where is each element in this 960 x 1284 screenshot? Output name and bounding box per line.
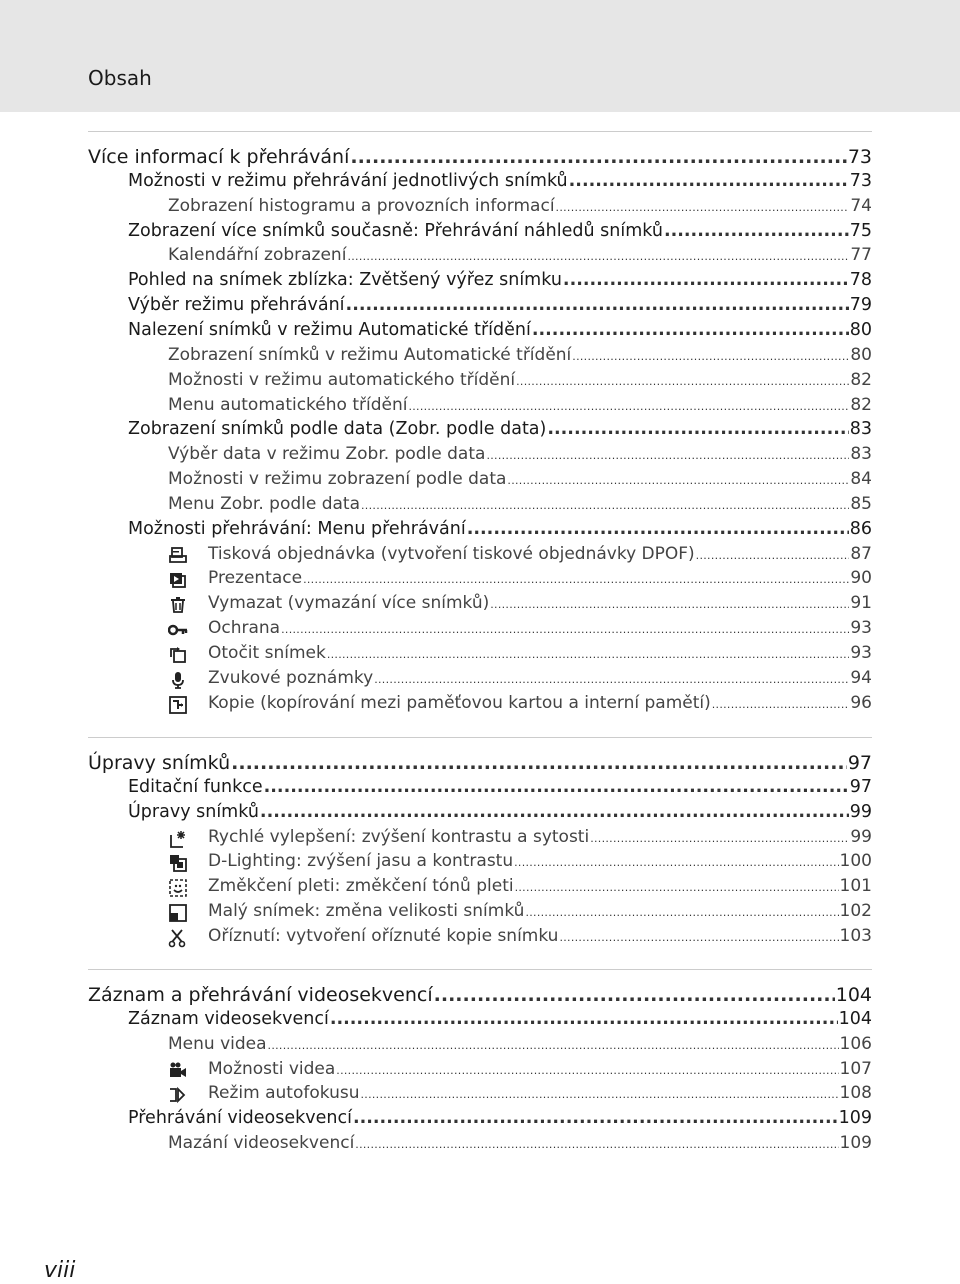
leader-dots: [590, 832, 849, 845]
slideshow-icon: [168, 570, 188, 590]
leader-dots: [556, 201, 850, 214]
toc-entry-page: 99: [849, 801, 872, 822]
microphone-icon: [168, 670, 188, 690]
toc-entry-page: 93: [850, 618, 872, 639]
toc-entry-page: 82: [850, 369, 872, 390]
rotate-icon: [168, 645, 188, 665]
toc-entry-title: Zobrazení snímků v režimu Automatické třídění: [168, 344, 572, 365]
toc-entry[interactable]: [128, 171, 872, 195]
copy-icon: [168, 695, 188, 715]
toc-entry[interactable]: [168, 395, 872, 419]
toc-entry[interactable]: [168, 544, 872, 568]
leader-dots: [268, 1039, 839, 1052]
toc-entry-title: Možnosti v režimu přehrávání jednotlivých snímků: [128, 170, 568, 191]
toc-entry-title: Úpravy snímků: [88, 752, 231, 774]
leader-dots: [361, 499, 849, 512]
toc-entry-page: 79: [849, 295, 872, 316]
toc-entry[interactable]: [168, 851, 872, 875]
toc-entry[interactable]: [168, 469, 872, 493]
leader-dots: [712, 698, 850, 711]
toc-entry[interactable]: [128, 419, 872, 443]
toc-entry-title: Rychlé vylepšení: zvýšení kontrastu a sytosti: [208, 826, 590, 847]
toc-entry-page: 90: [850, 568, 872, 589]
toc-entry-page: 103: [839, 925, 872, 946]
leader-dots: [507, 474, 849, 487]
toc-entry[interactable]: [168, 1034, 872, 1058]
toc-entry-title: Změkčení pleti: změkčení tónů pleti: [208, 876, 514, 897]
toc-entry-title: Výběr režimu přehrávání: [128, 295, 345, 316]
leader-dots: [563, 270, 849, 290]
autofocus-mode-icon: [168, 1085, 188, 1105]
leader-dots: [696, 549, 850, 562]
toc-entry-page: 100: [839, 851, 872, 872]
leader-dots: [434, 984, 835, 1006]
toc-entry-title: Editační funkce: [128, 776, 263, 797]
toc-entry-title: Možnosti přehrávání: Menu přehrávání: [128, 518, 466, 539]
toc-entry-title: Oříznutí: vytvoření oříznuté kopie snímku: [208, 925, 559, 946]
toc-entry[interactable]: [128, 221, 872, 245]
toc-entry-title: Záznam videosekvencí: [128, 1008, 329, 1029]
toc-entry-title: D-Lighting: zvýšení jasu a kontrastu: [208, 851, 514, 872]
toc-entry-page: 83: [850, 444, 872, 465]
leader-dots: [355, 1138, 838, 1151]
toc-entry-page: 73: [847, 146, 872, 168]
leader-dots: [525, 906, 838, 919]
toc-entry-page: 109: [839, 1133, 872, 1154]
crop-icon: [168, 928, 188, 948]
toc-entry[interactable]: [88, 146, 872, 170]
leader-dots: [467, 519, 849, 539]
toc-entry-title: Ochrana: [208, 618, 281, 639]
toc-entry[interactable]: [168, 827, 872, 851]
toc-entry[interactable]: [88, 752, 872, 776]
leader-dots: [260, 802, 849, 822]
toc-entry-title: Tisková objednávka (vytvoření tiskové objednávky DPOF): [208, 543, 695, 564]
leader-dots: [516, 375, 849, 388]
toc-entry-title: Možnosti v režimu automatického třídění: [168, 369, 516, 390]
leader-dots: [346, 295, 849, 315]
leader-dots: [327, 648, 850, 661]
leader-dots: [532, 320, 849, 340]
toc-entry-title: Možnosti videa: [208, 1058, 336, 1079]
toc-entry[interactable]: [128, 519, 872, 543]
movie-camera-icon: [168, 1061, 188, 1081]
toc-entry-page: 77: [850, 245, 872, 266]
leader-dots: [408, 400, 849, 413]
toc-entry-page: 101: [839, 876, 872, 897]
toc-entry-title: Přehrávání videosekvencí: [128, 1108, 352, 1129]
toc-entry-title: Úpravy snímků: [128, 801, 259, 822]
toc-entry-title: Otočit snímek: [208, 643, 326, 663]
toc-entry[interactable]: [128, 295, 872, 319]
toc-entry-page: 84: [850, 469, 872, 490]
toc-entry[interactable]: [88, 984, 872, 1008]
toc-entry[interactable]: [168, 693, 872, 717]
leader-dots: [350, 146, 846, 168]
toc-entry-title: Menu videa: [168, 1033, 267, 1054]
leader-dots: [547, 419, 848, 439]
toc-entry-page: 93: [850, 643, 872, 663]
toc-entry-title: Výběr data v režimu Zobr. podle data: [168, 444, 486, 465]
toc-entry-page: 83: [849, 419, 872, 440]
toc-entry-title: Kopie (kopírování mezi paměťovou kartou a interní pamětí): [208, 692, 711, 713]
leader-dots: [303, 573, 849, 586]
toc-entry-page: 102: [839, 901, 872, 922]
key-icon: [168, 620, 188, 640]
toc-entry-page: 80: [849, 319, 872, 340]
toc-entry-title: Kalendářní zobrazení: [168, 245, 347, 266]
trash-icon: [168, 595, 188, 615]
toc-entry[interactable]: [168, 568, 872, 592]
toc-entry-title: Nalezení snímků v režimu Automatické třídění: [128, 319, 531, 340]
leader-dots: [330, 1009, 838, 1029]
toc-entry[interactable]: [168, 668, 872, 692]
toc-entry-page: 87: [850, 543, 872, 564]
toc-entry[interactable]: [128, 270, 872, 294]
leader-dots: [281, 623, 849, 636]
quick-retouch-icon: [168, 829, 188, 849]
toc-entry-title: Zobrazení více snímků současně: Přehrávání náhledů snímků: [128, 220, 663, 241]
leader-dots: [353, 1108, 838, 1128]
toc-entry[interactable]: [168, 444, 872, 468]
print-order-icon: [168, 546, 188, 566]
toc-entry[interactable]: [128, 802, 872, 826]
toc-entry-page: 73: [849, 170, 872, 191]
toc-entry[interactable]: [168, 370, 872, 394]
toc-entry[interactable]: [168, 618, 872, 642]
toc-entry-title: Zobrazení snímků podle data (Zobr. podle data): [128, 419, 547, 440]
toc-entry-page: 106: [839, 1033, 872, 1054]
small-picture-icon: [168, 903, 188, 923]
toc-entry-page: 82: [850, 394, 872, 415]
toc-entry-page: 74: [850, 195, 872, 216]
leader-dots: [514, 856, 838, 869]
section-divider: [88, 131, 872, 132]
toc-entry-title: Zobrazení histogramu a provozních informací: [168, 195, 555, 216]
toc-entry-page: 104: [835, 984, 872, 1006]
toc-entry[interactable]: [168, 1059, 872, 1083]
toc-entry-title: Mazání videosekvencí: [168, 1133, 355, 1154]
leader-dots: [486, 449, 849, 462]
toc-entry[interactable]: [168, 245, 872, 269]
toc-entry-title: Pohled na snímek zblízka: Zvětšený výřez snímku: [128, 270, 562, 291]
toc-entry-page: 86: [849, 518, 872, 539]
toc-entry[interactable]: [168, 196, 872, 220]
toc-entry-page: 108: [839, 1083, 872, 1104]
leader-dots: [490, 598, 849, 611]
toc-entry-page: 99: [850, 826, 872, 847]
toc-entry[interactable]: [128, 320, 872, 344]
skin-softening-icon: [168, 878, 188, 898]
toc-entry-page: 97: [849, 776, 872, 797]
section-divider: [88, 737, 872, 738]
leader-dots: [264, 777, 849, 797]
toc-entry[interactable]: [128, 1108, 872, 1132]
leader-dots: [569, 171, 849, 191]
toc-entry[interactable]: [168, 494, 872, 518]
toc-entry-page: 96: [850, 692, 872, 713]
page-number: viii: [44, 1258, 76, 1283]
toc-entry[interactable]: [168, 593, 872, 617]
toc-entry-title: Možnosti v režimu zobrazení podle data: [168, 469, 507, 490]
toc-entry-page: 80: [850, 344, 872, 365]
page-header: [0, 0, 960, 112]
toc-entry-title: Režim autofokusu: [208, 1083, 360, 1104]
toc-entry-title: Zvukové poznámky: [208, 667, 374, 688]
toc-entry-page: 91: [850, 593, 872, 614]
toc-entry-title: Malý snímek: změna velikosti snímků: [208, 901, 525, 922]
toc-entry-title: Menu Zobr. podle data: [168, 493, 361, 514]
toc-entry-title: Vymazat (vymazání více snímků): [208, 593, 490, 614]
toc-entry[interactable]: [128, 1009, 872, 1033]
leader-dots: [374, 673, 849, 686]
leader-dots: [347, 250, 849, 263]
toc-entry-page: 109: [838, 1108, 872, 1129]
toc-entry[interactable]: [168, 1133, 872, 1157]
leader-dots: [231, 752, 847, 774]
leader-dots: [515, 881, 839, 894]
toc-entry[interactable]: [128, 777, 872, 801]
leader-dots: [664, 221, 849, 241]
leader-dots: [572, 350, 849, 363]
leader-dots: [336, 1064, 838, 1077]
header-title: Obsah: [88, 66, 152, 90]
toc-entry[interactable]: [168, 345, 872, 369]
leader-dots: [559, 931, 838, 944]
toc-entry-title: Menu automatického třídění: [168, 394, 408, 415]
toc-entry-title: Záznam a přehrávání videosekvencí: [88, 984, 433, 1006]
toc-entry-page: 78: [849, 270, 872, 291]
toc-entry[interactable]: [168, 901, 872, 925]
section-divider: [88, 969, 872, 970]
toc-entry-page: 94: [850, 667, 872, 688]
toc-entry[interactable]: [168, 926, 872, 950]
toc-entry[interactable]: [168, 1083, 872, 1107]
toc-entry-page: 107: [839, 1058, 872, 1079]
toc-entry-title: Více informací k přehrávání: [88, 146, 350, 168]
toc-entry[interactable]: [168, 643, 872, 667]
leader-dots: [361, 1088, 839, 1101]
d-lighting-icon: [168, 853, 188, 873]
toc-entry-page: 97: [847, 752, 872, 774]
toc-entry-page: 85: [850, 493, 872, 514]
toc-entry-title: Prezentace: [208, 568, 303, 589]
toc-entry-page: 75: [849, 220, 872, 241]
toc-entry-page: 104: [838, 1008, 872, 1029]
toc-entry[interactable]: [168, 876, 872, 900]
